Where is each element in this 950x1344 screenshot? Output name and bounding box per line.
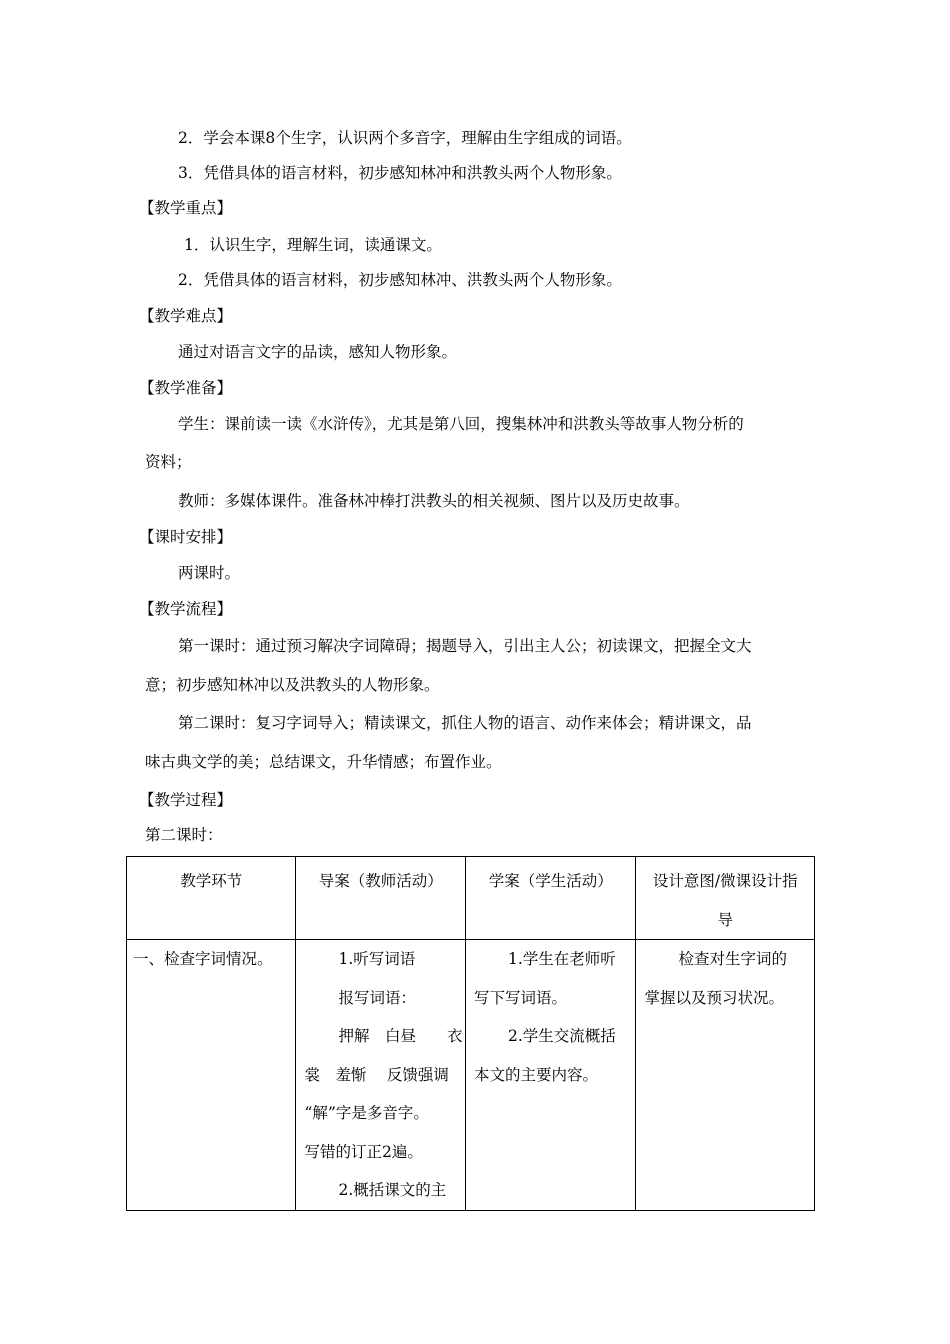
objective-3: 3．凭借具体的语言材料，初步感知林冲和洪教头两个人物形象。: [178, 164, 622, 182]
preparation-student-line2: 资料；: [145, 453, 192, 471]
flow-heading: 【教学流程】: [139, 600, 233, 618]
flow-first-line1: 第一课时：通过预习解决字词障碍；揭题导入，引出主人公；初读课文，把握全文大: [178, 637, 752, 655]
row1-teacher-line: 裳 羞惭 反馈强调: [304, 1065, 449, 1084]
key-point-1: 1．认识生字，理解生词，读通课文。: [184, 236, 442, 254]
row1-student-line: 1.学生在老师听: [507, 950, 616, 968]
schedule-text: 两课时。: [178, 564, 241, 582]
row1-student-line: 写下写词语。: [473, 988, 567, 1007]
preparation-student-line1: 学生：课前读一读《水浒传》，尤其是第八回，搜集林冲和洪教头等故事人物分析的: [178, 415, 744, 433]
row1-teacher-line: 写错的订正2遍。: [304, 1142, 423, 1161]
row1-intent-line: 掌握以及预习状况。: [644, 988, 784, 1007]
key-points-heading: 【教学重点】: [139, 199, 233, 217]
row1-stage: [127, 940, 296, 1211]
row1-student: [465, 940, 635, 1211]
preparation-teacher: 教师：多媒体课件。准备林冲棒打洪教头的相关视频、图片以及历史故事。: [178, 492, 690, 510]
header-intent: [636, 857, 815, 940]
row1-student-line: 本文的主要内容。: [473, 1065, 598, 1084]
header-stage-text: 教学环节: [180, 872, 243, 890]
header-teacher: [296, 857, 465, 940]
objective-2: 2．学会本课8个生字，认识两个多音字，理解由生字组成的词语。: [178, 129, 632, 147]
flow-second-line2: 味古典文学的美；总结课文，升华情感；布置作业。: [145, 753, 502, 771]
table-header-row: [127, 857, 815, 940]
schedule-heading: 【课时安排】: [139, 528, 233, 546]
flow-first-line2: 意；初步感知林冲以及洪教头的人物形象。: [145, 676, 440, 694]
header-student-text: 学案（学生活动）: [488, 872, 613, 890]
row1-intent: [636, 940, 815, 1211]
lesson-table: [126, 856, 815, 1211]
preparation-heading: 【教学准备】: [139, 379, 233, 397]
process-heading: 【教学过程】: [139, 791, 233, 809]
table-row: [127, 940, 815, 1211]
row1-teacher-line: 押解 白昼 衣: [338, 1027, 463, 1045]
key-point-2: 2．凭借具体的语言材料，初步感知林冲、洪教头两个人物形象。: [178, 271, 622, 289]
row1-teacher-line: 2.概括课文的主: [338, 1181, 447, 1199]
row1-teacher-line: 报写词语：: [338, 988, 416, 1007]
header-intent-line1: 设计意图/微课设计指: [652, 872, 798, 890]
header-intent-line2: 导: [717, 910, 733, 929]
header-stage: [127, 857, 296, 940]
row1-teacher-line: “解”字是多音字。: [304, 1104, 429, 1122]
flow-second-line1: 第二课时：复习字词导入；精读课文，抓住人物的语言、动作来体会；精讲课文，品: [178, 714, 752, 732]
difficulty-heading: 【教学难点】: [139, 307, 233, 325]
row1-student-line: 2.学生交流概括: [507, 1027, 616, 1045]
row1-teacher: [296, 940, 465, 1211]
row1-intent-line: 检查对生字词的: [678, 950, 787, 968]
row1-stage-text: 一、检查字词情况。: [133, 950, 273, 968]
header-teacher-text: 导案（教师活动）: [318, 872, 443, 890]
process-session: 第二课时：: [145, 826, 223, 844]
difficulty-text: 通过对语言文字的品读，感知人物形象。: [178, 343, 458, 361]
row1-teacher-line: 1.听写词语: [338, 950, 416, 968]
header-student: [465, 857, 635, 940]
